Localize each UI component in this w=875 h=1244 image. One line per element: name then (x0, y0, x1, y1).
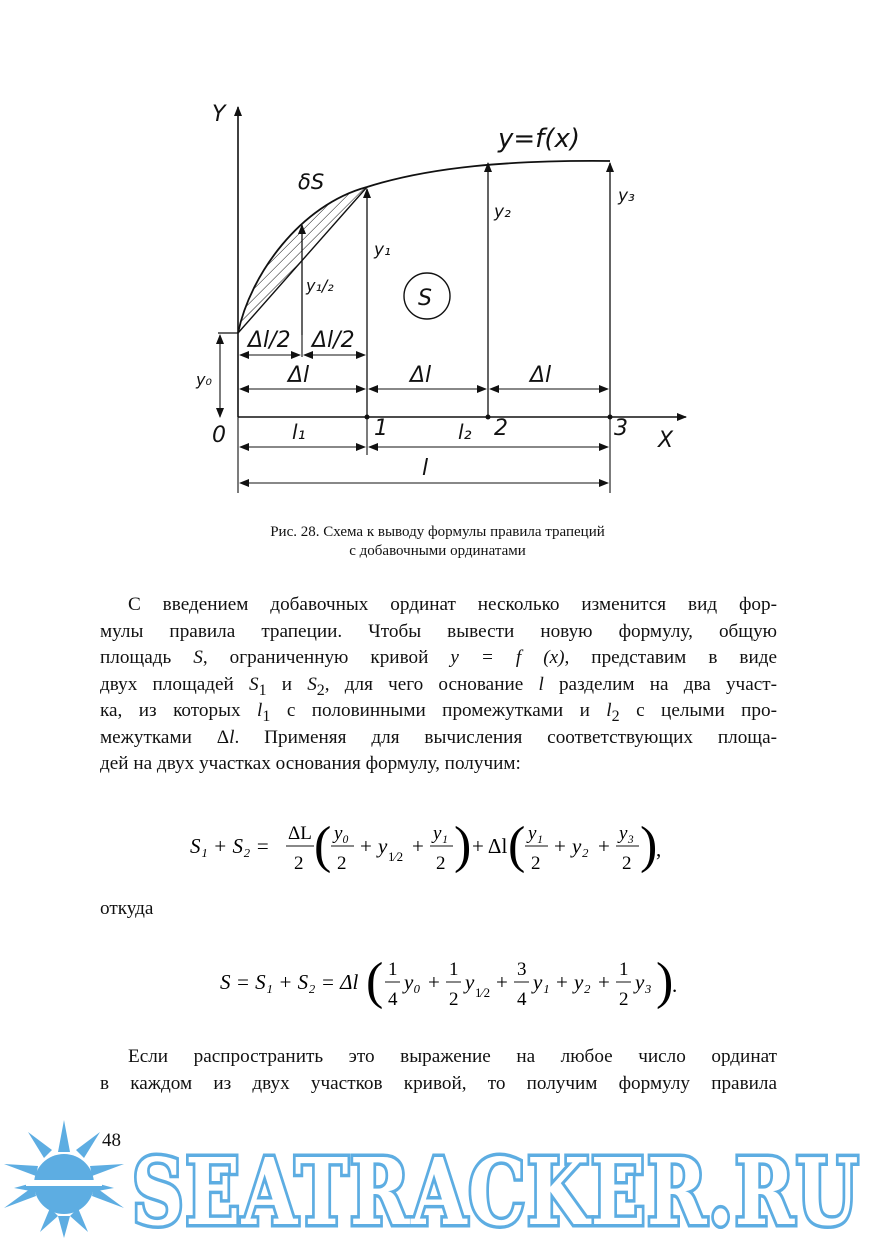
sun-horizon (26, 1180, 102, 1186)
label-delta-s: δS (298, 170, 325, 194)
f1-plus-3: + (554, 834, 566, 858)
f1-t2-sub: 1⁄2 (388, 849, 404, 864)
f1-t6-num: y₃ (619, 823, 635, 844)
p1-l4-s1-sub: 1 (258, 681, 267, 699)
p1-line-1: С введением добавочных ординат несколько изменится вид фор- (128, 594, 777, 615)
p1-l4-d: разделим на два участ- (543, 673, 777, 695)
label-point-2: 2 (494, 416, 508, 441)
f2-plus-2: + (496, 970, 508, 994)
p1-l4-l: l (538, 673, 544, 695)
p1-l6-l: l (229, 726, 235, 748)
label-y1: y₁ (374, 240, 391, 260)
f1-t1-den: 2 (337, 853, 347, 874)
f1-paren-open-1: ( (314, 817, 332, 874)
f1-paren-close-2: ) (640, 817, 658, 874)
f1-lhs: S₁ + S₂ = (190, 834, 270, 858)
label-area-s: S (418, 286, 432, 311)
p1-l3-s: S (193, 647, 203, 668)
p1-line-5 (100, 698, 777, 725)
label-point-1: 1 (374, 416, 388, 441)
f1-t2: y (378, 834, 388, 858)
p1-l6-a: межутками Δ (100, 726, 230, 748)
p1-l5-c: с целыми про- (619, 700, 778, 721)
f2-c2-num: 1 (449, 959, 459, 980)
p1-l4-a: двух площадей (100, 673, 249, 695)
f2-end: . (672, 973, 678, 997)
p1-l3-b: , ограниченную кривой (202, 647, 451, 668)
point-2 (486, 415, 491, 420)
f2-c5-num: 1 (619, 959, 629, 980)
label-l: l (422, 456, 429, 481)
f2-v4: y₂ (574, 970, 591, 994)
p1-line-3 (100, 645, 777, 672)
f1-t1-num: y₀ (334, 823, 350, 844)
p1-line-4 (100, 672, 777, 699)
formula-2-svg (220, 948, 700, 1020)
p1-l4-s1: S (248, 673, 259, 695)
p1-l3-a: площадь (100, 647, 194, 668)
f1-paren-open-2: ( (508, 817, 526, 874)
p2-line-1: Если распространить это выражение на любое число ординат (128, 1046, 777, 1067)
p2-line-2: в каждом из двух участков кривой, то получим формулу правила (100, 1072, 777, 1094)
f1-dl-den: 2 (294, 853, 304, 874)
p1-line-6 (100, 725, 777, 752)
watermark-text: SEATRACKER.RU (132, 1138, 860, 1239)
watermark (0, 1112, 875, 1239)
p1-l3-formula: y = f (x) (450, 647, 565, 668)
f2-c2-den: 2 (449, 989, 459, 1010)
label-l1: l₁ (292, 420, 306, 444)
formula-1-svg (190, 812, 690, 882)
point-1 (365, 415, 370, 420)
p1-l6-b: . Применяя для вычисления соответствующих площа- (234, 726, 777, 748)
p1-l3-c: , представим в виде (564, 647, 777, 668)
p1-l4-s2: S (307, 673, 317, 695)
label-y-axis: Y (212, 102, 226, 127)
p1-l5-a: ка, из которых (100, 700, 258, 721)
figure-drawing (190, 95, 700, 505)
f1-t4-den: 2 (531, 853, 541, 874)
text-otkuda: откуда (100, 898, 154, 919)
f2-plus-3: + (556, 970, 568, 994)
f2-paren-open: ( (366, 953, 384, 1010)
p1-line-2: мулы правила трапеции. Чтобы вывести новую формулу, общую (100, 620, 777, 642)
f2-c3-num: 3 (517, 959, 527, 980)
p1-line-7: дей на двух участках основания формулу, получим: (100, 753, 521, 774)
f1-t3-den: 2 (436, 853, 446, 874)
figure-caption (0, 523, 875, 561)
label-x-axis: X (658, 428, 674, 453)
formula-1 (190, 812, 690, 882)
caption-line-1: Рис. 28. Схема к выводу формулы правила трапеций (270, 524, 605, 540)
label-y2: y₂ (494, 202, 511, 222)
f2-v1: y₀ (404, 970, 421, 994)
label-y-half: y₁/₂ (306, 276, 334, 295)
label-curve: y=f(x) (498, 124, 580, 154)
figure-trapezoid-scheme (190, 95, 700, 505)
f1-paren-close-1: ) (454, 817, 472, 874)
paragraph-2 (100, 1044, 777, 1097)
page-number: 48 (102, 1130, 121, 1151)
f2-c1-den: 4 (388, 989, 398, 1010)
label-origin: 0 (212, 423, 226, 448)
f1-t3-num: y₁ (433, 823, 449, 844)
f1-t6-den: 2 (622, 853, 632, 874)
p1-l5-l1-sub: 1 (262, 707, 271, 725)
f1-plus-1: + (360, 834, 372, 858)
label-half-step-1: Δl/2 (248, 328, 291, 353)
point-3 (608, 415, 613, 420)
p1-l5-l2-sub: 2 (611, 707, 620, 725)
f1-t5: y₂ (572, 834, 589, 858)
caption-line-2: с добавочными ординатами (349, 543, 526, 559)
label-half-step-2: Δl/2 (312, 328, 355, 353)
f1-plus-2: + (412, 834, 424, 858)
p1-l4-c: , для чего основание (324, 673, 539, 695)
p1-l5-l2: l (606, 700, 612, 721)
f1-plus-4: + (598, 834, 610, 858)
f1-t4-num: y₁ (528, 823, 544, 844)
f2-plus-4: + (598, 970, 610, 994)
p1-l5-l1: l (257, 700, 263, 721)
p1-l4-b: и (266, 673, 308, 695)
f2-c5-den: 2 (619, 989, 629, 1010)
f2-plus-1: + (428, 970, 440, 994)
f1-end: , (656, 837, 662, 861)
label-step-2: Δl (410, 363, 432, 388)
label-step-1: Δl (288, 363, 310, 388)
f2-lhs: S = S₁ + S₂ = Δl (220, 970, 359, 994)
label-point-3: 3 (614, 416, 628, 441)
f1-mid: + Δl (472, 834, 508, 858)
p1-l5-b: с половинными промежутками и (270, 700, 607, 721)
label-y0: y₀ (196, 370, 212, 389)
label-l2: l₂ (458, 420, 472, 444)
f2-c3-den: 4 (517, 989, 527, 1010)
p1-l4-s2-sub: 2 (316, 681, 325, 699)
label-step-3: Δl (530, 363, 552, 388)
f1-dl-num: ΔL (288, 823, 312, 844)
f2-v2: y (465, 970, 475, 994)
paragraph-1 (100, 592, 777, 778)
f2-v5: y₃ (635, 970, 652, 994)
f2-v2-sub: 1⁄2 (475, 985, 491, 1000)
f2-c1-num: 1 (388, 959, 398, 980)
watermark-svg (0, 1112, 875, 1239)
f2-v3: y₁ (533, 970, 550, 994)
formula-2 (220, 948, 700, 1020)
f2-paren-close: ) (656, 953, 674, 1010)
label-y3: y₃ (618, 186, 635, 206)
